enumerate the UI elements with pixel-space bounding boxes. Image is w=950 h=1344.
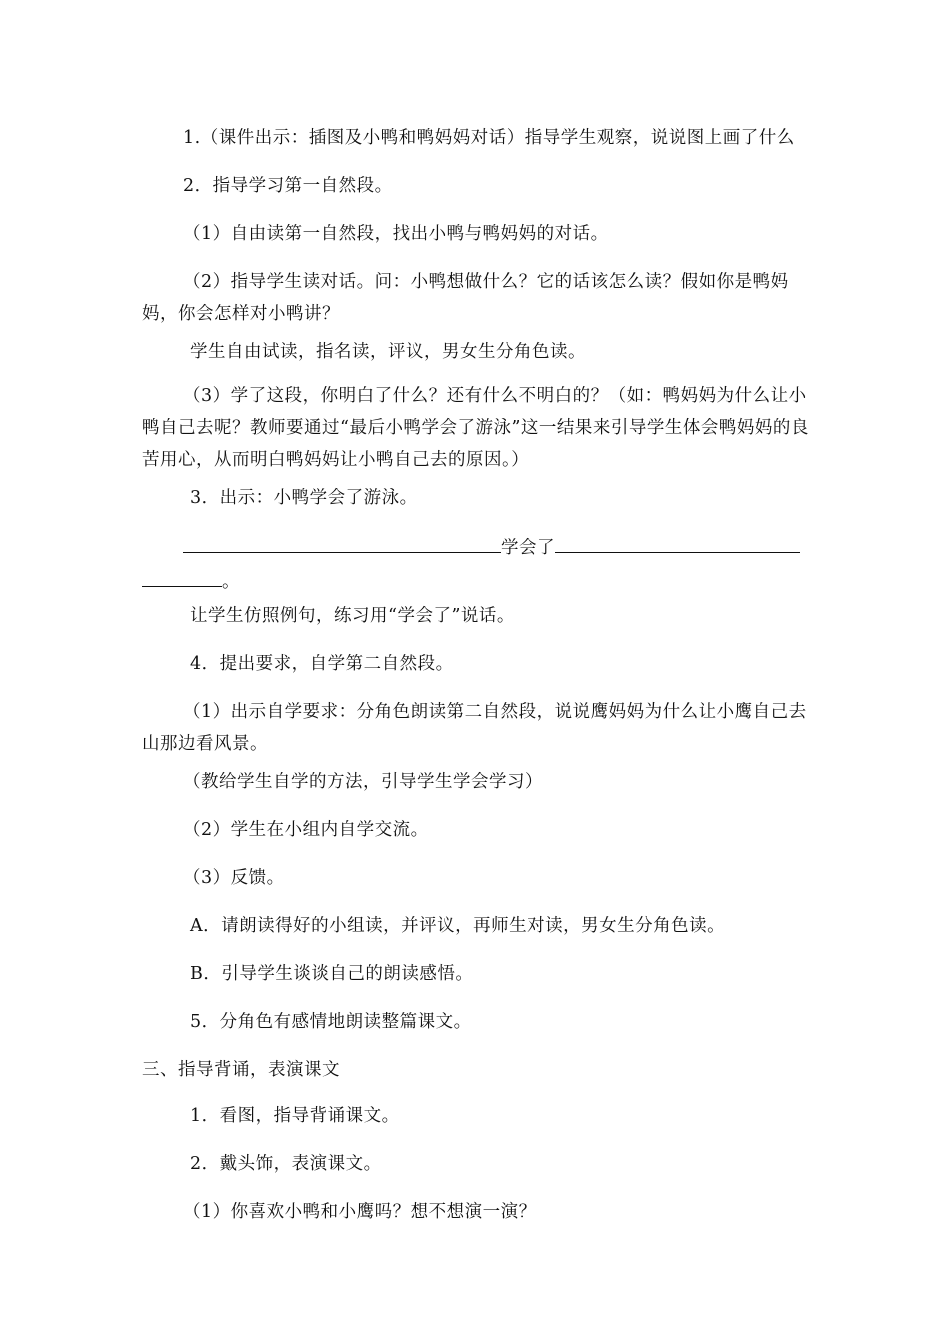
fill-blank-verb: 学会了 xyxy=(501,538,555,558)
paragraph-section3-step-1: 1．看图，指导背诵课文。 xyxy=(190,1106,400,1126)
section-heading-3: 三、指导背诵，表演课文 xyxy=(142,1060,340,1080)
paragraph-step-2-2: （2）指导学生读对话。问：小鸭想做什么？它的话该怎么读？假如你是鸭妈妈，你会怎样对小鸭讲？ xyxy=(142,272,789,324)
paragraph-step-2-3: （3）学了这段，你明白了什么？还有什么不明白的？（如：鸭妈妈为什么让小鸭自己去呢？教师要通过“最后小鸭学会了游泳”这一结果来引导学生体会鸭妈妈的良苦用心，从而明白鸭妈妈让小鸭自己去的原因。） xyxy=(142,386,809,470)
paragraph-step-5: 5．分角色有感情地朗读整篇课文。 xyxy=(190,1012,472,1032)
blank-line-2 xyxy=(555,530,800,553)
paragraph-step-3: 3．出示：小鸭学会了游泳。 xyxy=(190,488,418,508)
fill-blank-period: 。 xyxy=(222,572,240,592)
paragraph-section3-step-2-1: （1）你喜欢小鸭和小鹰吗？想不想演一演？ xyxy=(183,1202,537,1222)
paragraph-imitate-sentence: 让学生仿照例句，练习用“学会了”说话。 xyxy=(190,606,515,626)
paragraph-step-4: 4．提出要求，自学第二自然段。 xyxy=(190,654,454,674)
paragraph-item-b: B．引导学生谈谈自己的朗读感悟。 xyxy=(190,964,474,984)
paragraph-step-2-1: （1）自由读第一自然段，找出小鸭与鸭妈妈的对话。 xyxy=(183,224,609,244)
fill-blank-sentence xyxy=(142,530,822,598)
paragraph-student-reading: 学生自由试读，指名读，评议，男女生分角色读。 xyxy=(190,342,586,362)
blank-line-1 xyxy=(183,530,501,553)
blank-line-3 xyxy=(142,564,222,587)
paragraph-section3-step-2: 2．戴头饰，表演课文。 xyxy=(190,1154,382,1174)
paragraph-step-4-3: （3）反馈。 xyxy=(183,868,285,888)
paragraph-self-study-note: （教给学生自学的方法，引导学生学会学习） xyxy=(183,772,543,792)
paragraph-step-2: 2．指导学习第一自然段。 xyxy=(183,176,393,196)
paragraph-step-4-1: （1）出示自学要求：分角色朗读第二自然段，说说鹰妈妈为什么让小鹰自己去山那边看风景。 xyxy=(142,702,807,754)
paragraph-step-4-2: （2）学生在小组内自学交流。 xyxy=(183,820,429,840)
paragraph-item-a: A．请朗读得好的小组读，并评议，再师生对读，男女生分角色读。 xyxy=(190,916,726,936)
paragraph-step-1: 1.（课件出示：插图及小鸭和鸭妈妈对话）指导学生观察，说说图上画了什么 xyxy=(183,128,795,148)
